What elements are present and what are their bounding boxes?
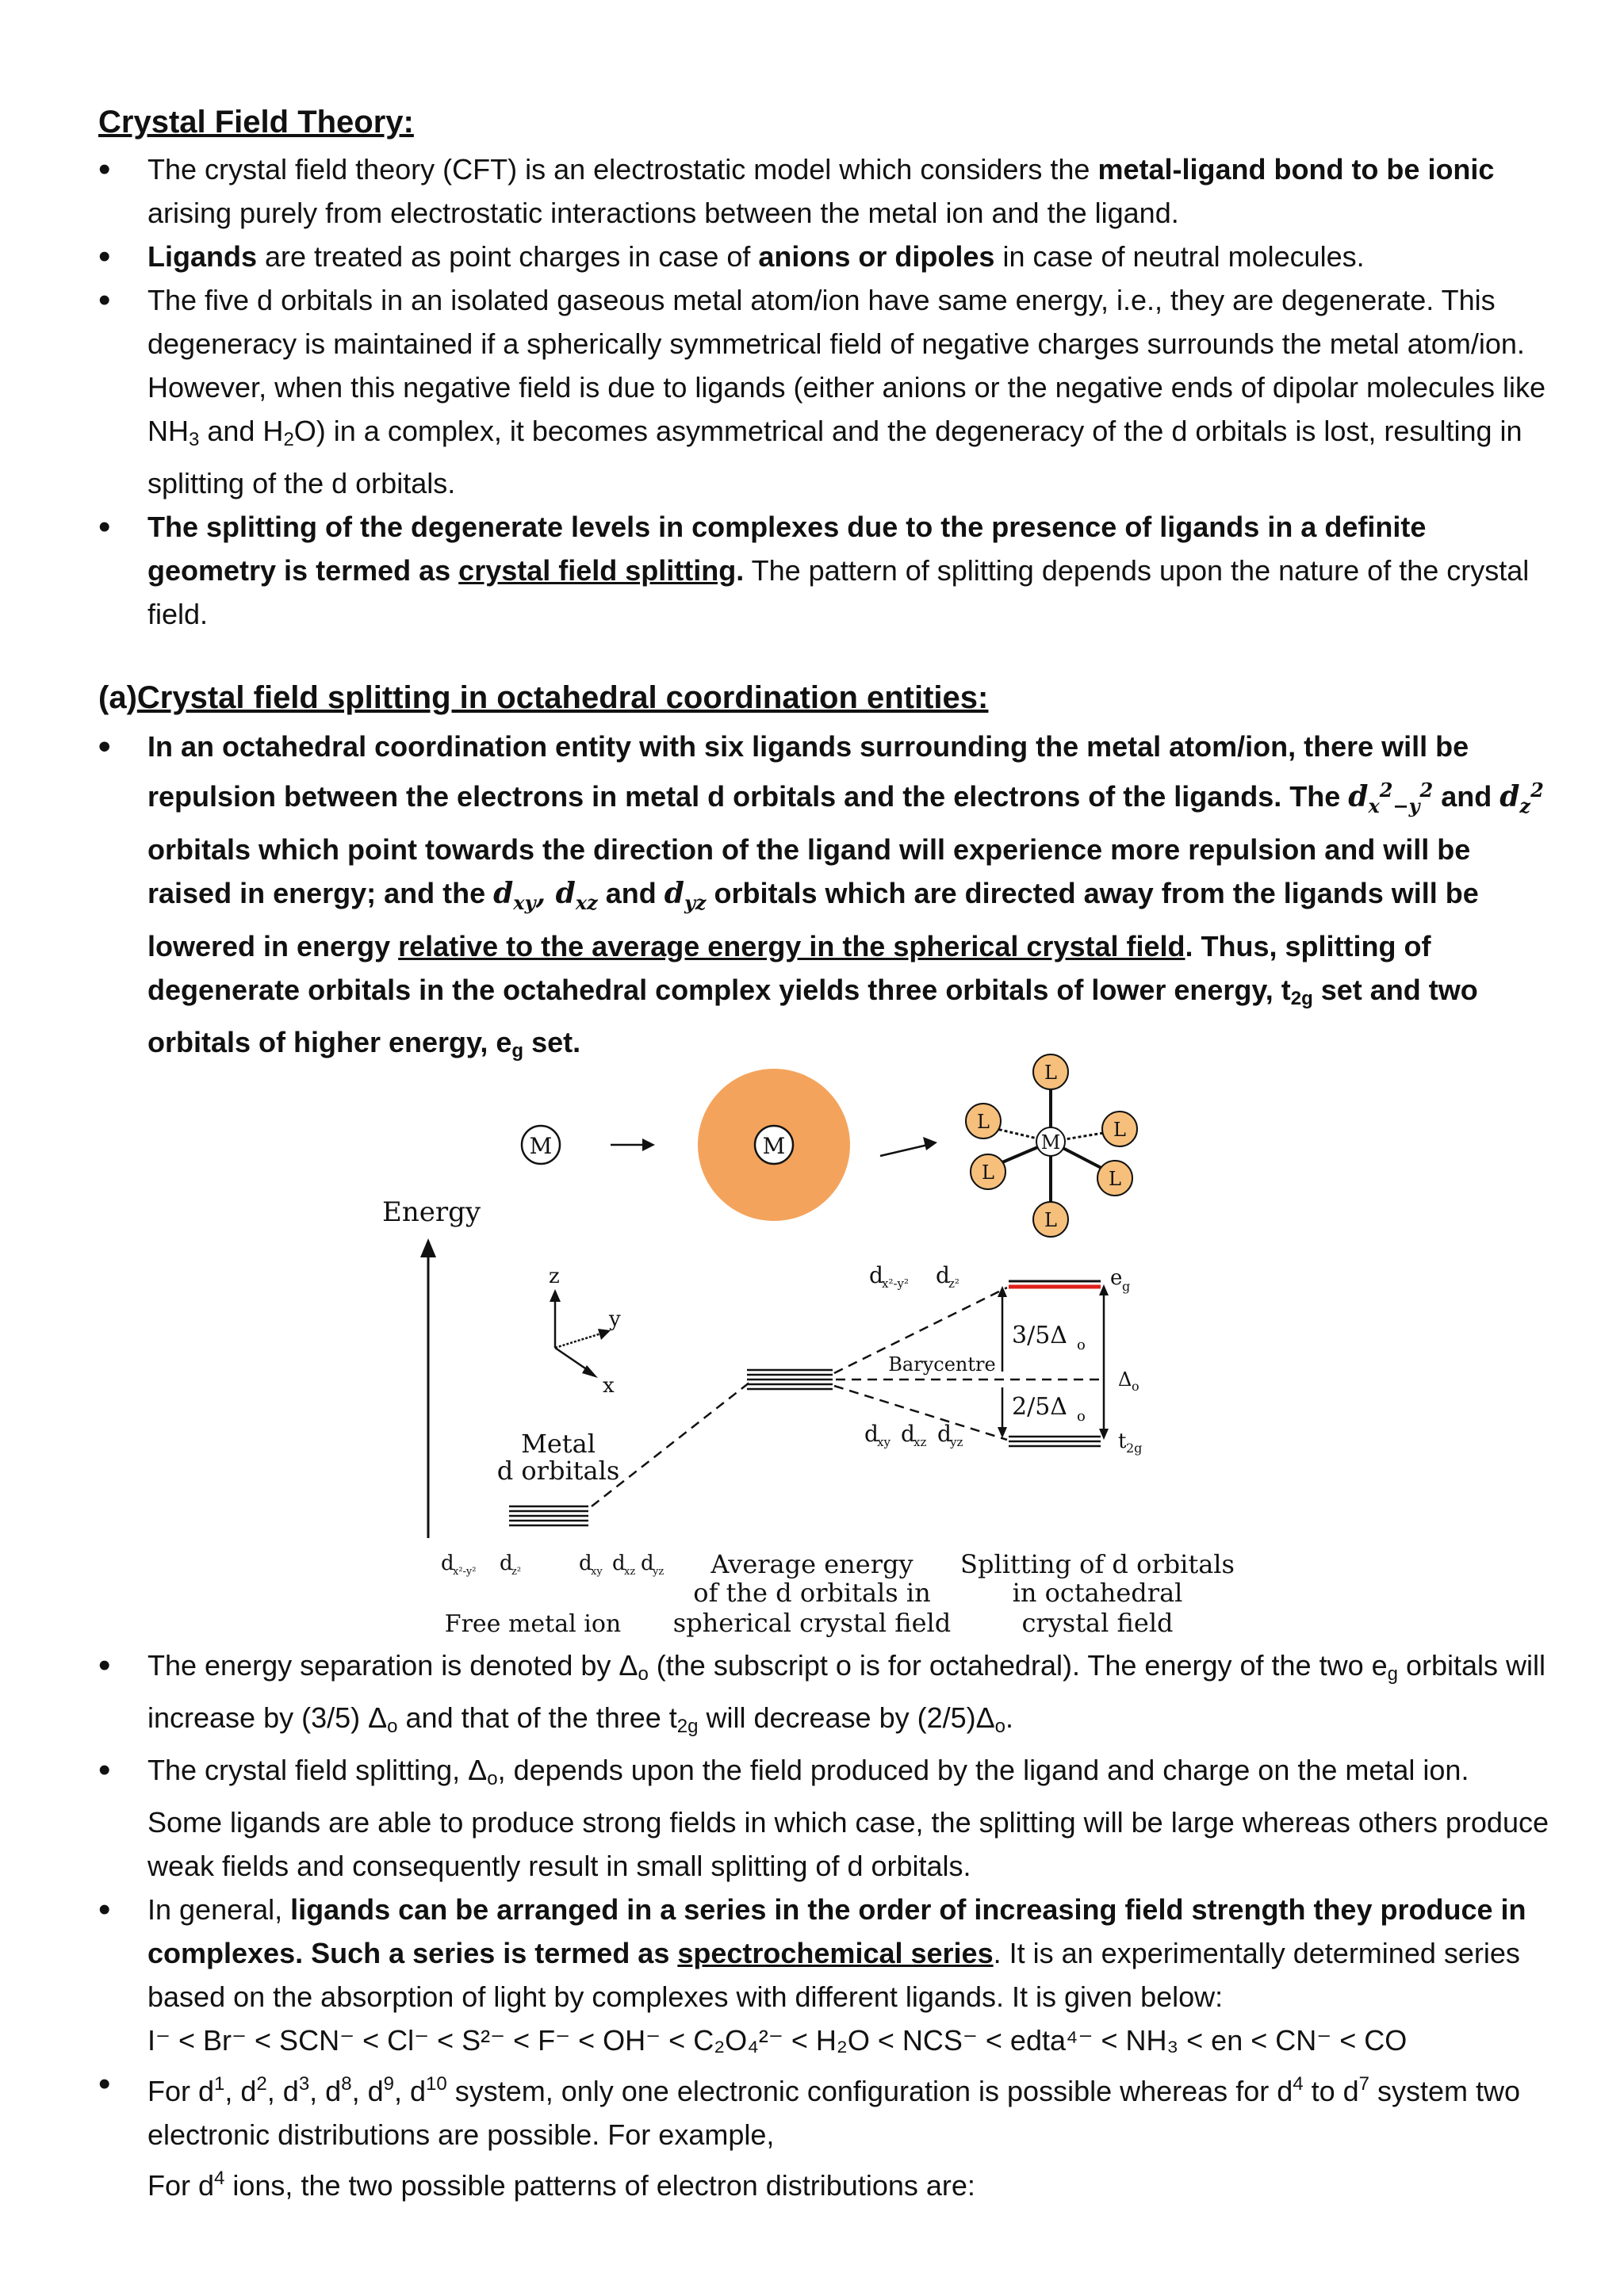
- dashed-connector-t2g: [834, 1386, 1007, 1440]
- svg-text:o: o: [1077, 1408, 1086, 1425]
- t2g-levels: [1009, 1437, 1101, 1446]
- t2g-orbital-labels: [864, 1421, 963, 1449]
- svg-text:L: L: [1044, 1209, 1057, 1231]
- svg-text:xy: xy: [877, 1435, 891, 1449]
- section-heading-octahedral: (a)Crystal field splitting in octahedral coordination entities:: [98, 680, 989, 715]
- list-item: • The crystal field theory (CFT) is an electrostatic model which considers the metal-ligand bond to be ionic arising purely from electrostatic interactions between the metal ion and the ligand.: [98, 147, 1549, 235]
- svg-text:t: t: [1118, 1429, 1127, 1453]
- eg-label: [1110, 1266, 1130, 1294]
- svg-text:g: g: [1122, 1279, 1131, 1294]
- svg-text:d: d: [936, 1262, 950, 1288]
- svg-text:z²: z²: [511, 1566, 522, 1578]
- svg-text:L: L: [982, 1161, 994, 1184]
- axis-z-label: z: [549, 1265, 560, 1288]
- list-item: • In general, ligands can be arranged in a series in the order of increasing field strength they produce in complexes. Such a series is termed as spectrochemical series. It is an experimentally determined series based on the absorption of light by complexes with different ligands. It is given below: I⁻ < Br⁻ < SCN⁻ < Cl⁻ < S²⁻ < F⁻ < OH⁻ < C₂O₄²⁻ < H₂O < NCS⁻ < edta⁴⁻ < NH₃ < en < CN⁻ < CO: [98, 1888, 1549, 2062]
- caption-free-metal-ion: Free metal ion: [444, 1610, 622, 1638]
- svg-text:Barycentre: Barycentre: [888, 1353, 996, 1376]
- eg-levels: [1009, 1281, 1101, 1287]
- svg-text:d: d: [441, 1552, 454, 1575]
- arrow-2: [880, 1145, 928, 1156]
- two-fifth-label: [1007, 1391, 1086, 1425]
- caption-average-energy-3: spherical crystal field: [672, 1608, 952, 1638]
- eg-orbital-labels: [869, 1262, 959, 1291]
- svg-text:d: d: [500, 1552, 513, 1575]
- svg-text:M: M: [1040, 1131, 1061, 1154]
- svg-text:d: d: [579, 1552, 592, 1575]
- svg-text:d: d: [864, 1421, 879, 1447]
- delta-o-label: [1118, 1368, 1139, 1394]
- svg-text:Δ: Δ: [1118, 1368, 1132, 1391]
- free-ion-levels: [509, 1506, 588, 1525]
- svg-text:d: d: [641, 1552, 654, 1575]
- svg-text:d: d: [869, 1262, 883, 1288]
- energy-label: Energy: [382, 1196, 481, 1228]
- spherical-field-sphere: [698, 1069, 850, 1221]
- list-item: • Ligands are treated as point charges in case of anions or dipoles in case of neutral molecules.: [98, 235, 1549, 278]
- caption-average-energy: Average energy: [710, 1549, 914, 1579]
- svg-text:e: e: [1110, 1266, 1123, 1290]
- list-item: • For $d^1$, $d^2$, $d^3$, $d^8$, $d^9$, $d^{10}$ system, only one electronic configuration is possible whereas for $d^4$ to $d^7$ system two electronic distributions are possible. For example, For $d^4$ ions, the two possible patterns of electron distributions are:: [98, 2062, 1549, 2207]
- section2-bullets: [98, 725, 1549, 1073]
- svg-text:M: M: [529, 1133, 553, 1159]
- free-metal-ion: [522, 1126, 560, 1164]
- svg-text:d: d: [901, 1421, 915, 1447]
- coordinate-axes: [550, 1289, 611, 1378]
- section-heading-crystal-field-theory: Crystal Field Theory:: [98, 105, 414, 140]
- barycentre-label: [887, 1353, 998, 1376]
- svg-text:yz: yz: [653, 1566, 665, 1578]
- list-item: • The energy separation is denoted by $\Delta_o$ (the subscript o is for octahedral). The energy of the two $e_g$ orbitals will increase by (3/5) $\Delta_o$ and that of the three $t_{2g}$ will decrease by $(2/5)\Delta_o$.: [98, 1644, 1549, 1748]
- energy-arrowhead: [420, 1238, 436, 1257]
- svg-text:xz: xz: [624, 1566, 636, 1578]
- octahedral-splitting-diagram: [373, 1047, 1285, 1649]
- svg-text:yz: yz: [950, 1435, 963, 1449]
- svg-text:o: o: [1077, 1337, 1086, 1353]
- caption-average-energy-2: of the d orbitals in: [693, 1578, 931, 1608]
- axis-y-label: y: [609, 1307, 621, 1331]
- metal-d-label: Metal: [521, 1429, 596, 1459]
- svg-text:xz: xz: [914, 1435, 927, 1449]
- list-item: • In an octahedral coordination entity with six ligands surrounding the metal atom/ion, there will be repulsion between the electrons in metal d orbitals and the electrons of the ligands. The $d_x^2_{-y}^2$ and $d_z^2$ orbitals which point towards the direction of the ligand will experience more repulsion and will be raised in energy; and the $d_{xy}$, $d_{xz}$ and $d_{yz}$ orbitals which are directed away from the ligands will be lowered in energy relative to the average energy in the spherical crystal field. Thus, splitting of degenerate orbitals in the octahedral complex yields three orbitals of lower energy, $t_{2g}$ set and two orbitals of higher energy, $e_g$ set.: [98, 725, 1549, 1073]
- svg-text:z²: z²: [948, 1276, 959, 1291]
- arrow-2-head: [923, 1137, 937, 1150]
- svg-text:L: L: [1113, 1119, 1126, 1141]
- section3-bullets: [98, 1644, 1549, 2207]
- spectrochemical-series: I⁻ < Br⁻ < SCN⁻ < Cl⁻ < S²⁻ < F⁻ < OH⁻ < C₂O₄²⁻ < H₂O < NCS⁻ < edta⁴⁻ < NH₃ < en < CN⁻ < CO: [147, 2024, 1408, 2057]
- arrow-1-head: [642, 1138, 655, 1151]
- caption-splitting-2: in octahedral: [1012, 1578, 1183, 1608]
- section1-bullets: [98, 147, 1549, 636]
- svg-text:d: d: [937, 1421, 952, 1447]
- free-ion-orbital-labels: [441, 1552, 664, 1578]
- svg-text:L: L: [977, 1111, 990, 1133]
- caption-splitting: Splitting of d orbitals: [960, 1549, 1235, 1579]
- svg-text:2/5Δ: 2/5Δ: [1012, 1393, 1067, 1421]
- svg-text:xy: xy: [591, 1566, 603, 1578]
- axis-x-label: x: [603, 1374, 615, 1398]
- three-fifth-label: [1007, 1319, 1086, 1353]
- svg-text:x²-y²: x²-y²: [453, 1566, 477, 1578]
- svg-text:x²-y²: x²-y²: [882, 1276, 910, 1291]
- t2g-label: [1118, 1429, 1142, 1456]
- svg-text:o: o: [1132, 1379, 1139, 1394]
- svg-text:L: L: [1044, 1062, 1057, 1084]
- barycentre-levels: [747, 1370, 833, 1389]
- svg-text:2g: 2g: [1126, 1441, 1143, 1456]
- dashed-connector-1: [592, 1380, 753, 1506]
- list-item: • The splitting of the degenerate levels in complexes due to the presence of ligands in a definite geometry is termed as crystal field splitting. The pattern of splitting depends upon the nature of the crystal field.: [98, 505, 1549, 636]
- svg-text:M: M: [762, 1133, 786, 1159]
- list-item: • The five d orbitals in an isolated gaseous metal atom/ion have same energy, i.e., they are degenerate. This degeneracy is maintained if a spherically symmetrical field of negative charges surrounds the metal atom/ion. However, when this negative field is due to ligands (either anions or the negative ends of dipolar molecules like $NH_3$ and $H_2O$) in a complex, it becomes asymmetrical and the degeneracy of the d orbitals is lost, resulting in splitting of the d orbitals.: [98, 278, 1549, 505]
- svg-text:d: d: [612, 1552, 626, 1575]
- caption-splitting-3: crystal field: [1021, 1608, 1174, 1638]
- svg-text:L: L: [1109, 1168, 1121, 1190]
- list-item: • The crystal field splitting, $\Delta_o$, depends upon the field produced by the ligand and charge on the metal ion. Some ligands are able to produce strong fields in which case, the splitting will be large whereas others produce weak fields and consequently result in small splitting of d orbitals.: [98, 1748, 1549, 1888]
- svg-text:3/5Δ: 3/5Δ: [1012, 1322, 1067, 1349]
- metal-d-label-2: d orbitals: [496, 1456, 620, 1486]
